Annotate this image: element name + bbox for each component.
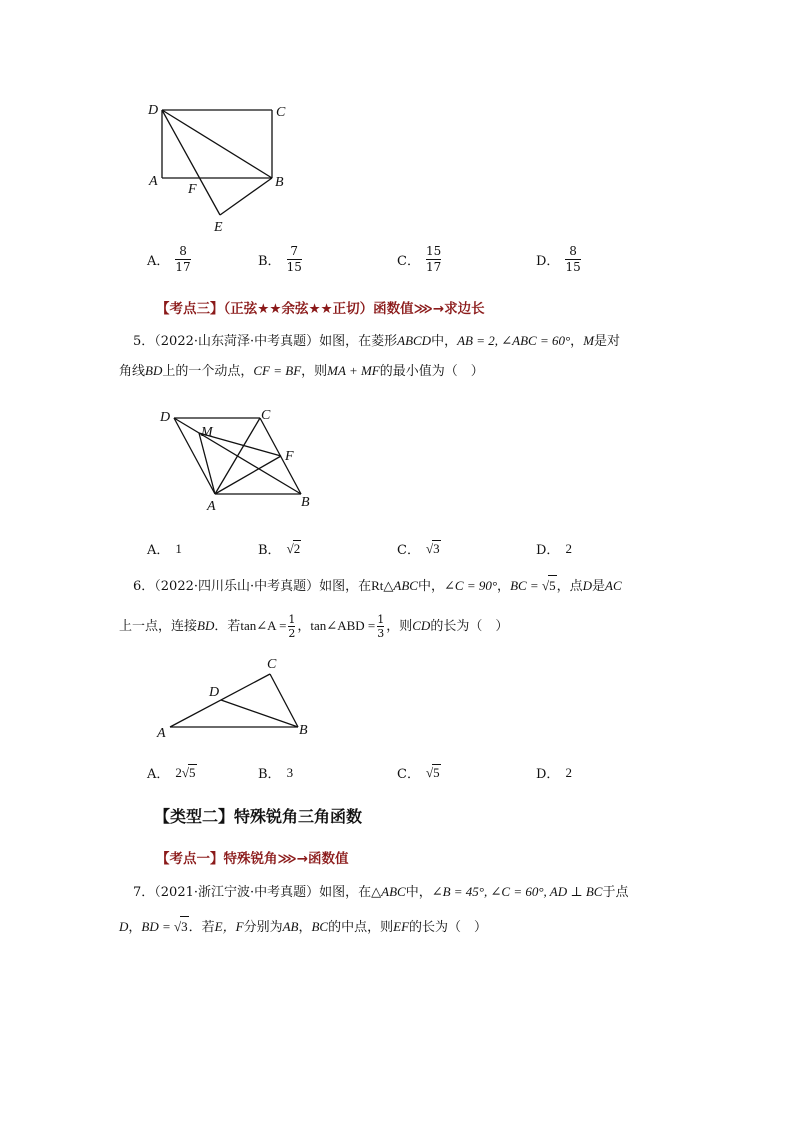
option-letter: A． (147, 767, 170, 782)
numerator: 1 (377, 613, 385, 626)
denominator: 3 (377, 627, 385, 640)
radicand: 5 (433, 765, 440, 780)
question-5-line-2 (119, 361, 484, 382)
math: tan∠A = (240, 618, 287, 633)
text: ， (297, 619, 311, 634)
math: BD = (141, 919, 175, 934)
fraction (565, 245, 580, 274)
text: 角线 (119, 364, 146, 379)
option-letter: A． (147, 543, 170, 558)
math: CD (412, 618, 431, 633)
q5-option-a[interactable] (147, 539, 182, 558)
option-letter: C． (397, 254, 420, 269)
text: 7．（2021·浙江宁波·中考真题）如图，在 (133, 885, 372, 900)
denominator: 15 (565, 260, 581, 274)
numerator: 1 (288, 613, 296, 626)
option-value: 3 (286, 764, 294, 780)
coefficient: 2 (175, 765, 182, 780)
fraction (287, 245, 302, 274)
q5-option-b[interactable] (258, 539, 301, 558)
label-f: F (188, 182, 197, 197)
math: △ABC (371, 884, 406, 899)
q4-option-b[interactable] (258, 245, 302, 274)
question-7-line-2 (119, 916, 487, 938)
sqrt-expression: √ 3 (425, 541, 440, 556)
label-c: C (276, 105, 286, 120)
q4-option-c[interactable] (397, 245, 441, 274)
math: BD (145, 363, 163, 378)
fraction (377, 614, 384, 639)
option-value (175, 764, 196, 781)
text: ， (298, 920, 312, 935)
numerator: 8 (569, 244, 577, 258)
option-value: 2 (565, 540, 572, 556)
math: tan∠ABD = (310, 618, 376, 633)
q4-option-a[interactable] (147, 245, 191, 274)
option-letter: B． (258, 254, 281, 269)
radicand: 5 (548, 575, 557, 596)
math: △ABC (383, 578, 418, 593)
text: 是 (592, 579, 606, 594)
question-6-line-2 (119, 614, 508, 639)
figure-q5 (155, 402, 325, 512)
math: ∠B = 45°, ∠C = 60°, AD ⊥ BC (431, 884, 603, 899)
text: 于点 (602, 885, 629, 900)
option-value: 1 (175, 540, 182, 556)
label-m: M (201, 425, 213, 440)
text: 6．（2022·四川乐山·中考真题）如图，在 (133, 579, 372, 594)
radicand: 3 (433, 541, 440, 556)
option-letter: B． (258, 767, 281, 782)
math: AB = 2, ∠ABC = 60° (457, 333, 571, 348)
label-b: B (299, 723, 308, 738)
radicand: 3 (180, 916, 189, 937)
figure-q6 (150, 652, 330, 742)
q5-option-d[interactable] (536, 539, 572, 558)
question-7-line-1 (133, 882, 629, 903)
question-5-line-1 (133, 331, 620, 352)
radicand: 5 (189, 765, 196, 780)
sqrt-expression: √ 5 (181, 765, 196, 780)
segment-eb (220, 178, 272, 215)
option-letter: B． (258, 543, 281, 558)
q6-option-b[interactable] (258, 763, 293, 782)
label-c: C (267, 657, 277, 672)
q6-option-a[interactable] (147, 763, 197, 782)
text: 中， (405, 885, 432, 900)
option-letter: C． (397, 543, 420, 558)
math: MA + MF (327, 363, 380, 378)
text: ．若 (188, 920, 215, 935)
text: ．若 (214, 619, 241, 634)
segment-ac (170, 674, 270, 727)
label-b: B (275, 175, 284, 190)
math: M (583, 333, 595, 348)
text: 中， (417, 579, 444, 594)
label-e: E (214, 220, 223, 235)
figure-q4 (140, 100, 300, 240)
math: BC (311, 919, 329, 934)
text: 分别为 (243, 920, 283, 935)
text: 的长为（ ） (430, 619, 509, 634)
text: ，则 (301, 364, 328, 379)
option-value: 2 (565, 764, 572, 780)
section-heading-kaodian-3: 【考点三】（正弦★★余弦★★正切）函数值⋙→求边长 (156, 301, 485, 317)
math: BD (197, 618, 215, 633)
math: BC = (510, 578, 542, 593)
denominator: 17 (175, 260, 191, 274)
q5-option-c[interactable] (397, 539, 441, 558)
math: CF = BF (253, 363, 302, 378)
math: E，F (214, 919, 244, 934)
text: ， (570, 334, 584, 349)
text: 5．（2022·山东菏泽·中考真题）如图，在菱形 (133, 334, 398, 349)
math: Rt (371, 578, 384, 593)
section-heading-kaodian-1: 【考点一】特殊锐角⋙→函数值 (156, 851, 349, 867)
math: ∠C = 90° (444, 578, 498, 593)
text: 的最小值为（ ） (379, 364, 484, 379)
fraction (288, 614, 295, 639)
sqrt-expression: √ 5 (425, 765, 440, 780)
text: ，则 (386, 619, 413, 634)
text: 的中点，则 (328, 920, 394, 935)
question-6-line-1 (133, 575, 622, 597)
label-b: B (301, 495, 310, 510)
text: 是对 (594, 334, 621, 349)
denominator: 2 (288, 627, 296, 640)
q4-option-d[interactable] (536, 245, 581, 274)
fraction (426, 245, 441, 274)
text: ， (497, 579, 511, 594)
denominator: 15 (286, 260, 302, 274)
text: ， (128, 920, 142, 935)
segment-db (162, 110, 272, 178)
radicand: 2 (293, 541, 301, 556)
q6-option-d[interactable] (536, 763, 572, 782)
option-letter: C． (397, 767, 420, 782)
text: 上的一个动点， (162, 364, 254, 379)
label-a: A (207, 499, 216, 514)
numerator: 15 (425, 244, 442, 258)
denominator: 17 (425, 260, 442, 274)
option-letter: D． (536, 254, 560, 269)
section-heading-type-2: 【类型二】特殊锐角三角函数 (154, 807, 363, 826)
option-letter: D． (536, 543, 560, 558)
label-d: D (160, 410, 171, 425)
text: 中， (431, 334, 458, 349)
math: D (119, 919, 129, 934)
math: EF (393, 919, 410, 934)
text: ，点 (556, 579, 583, 594)
label-d: D (148, 103, 159, 118)
segment-ac (215, 418, 260, 494)
math: AB (282, 919, 299, 934)
sqrt-expression: √ 3 (174, 916, 189, 937)
sqrt-expression: √ 5 (542, 575, 557, 596)
math: ABCD (397, 333, 432, 348)
label-d: D (209, 685, 220, 700)
segment-ma (199, 433, 215, 494)
option-letter: D． (536, 767, 560, 782)
option-letter: A． (147, 254, 170, 269)
numerator: 8 (179, 244, 187, 258)
label-a: A (149, 174, 158, 189)
math: AC (605, 578, 622, 593)
sqrt-expression: √ 2 (286, 541, 301, 556)
q6-option-c[interactable] (397, 763, 441, 782)
text: 上一点，连接 (119, 619, 198, 634)
label-c: C (261, 408, 271, 423)
math: D (582, 578, 592, 593)
numerator: 7 (290, 244, 299, 258)
segment-de (162, 110, 220, 215)
fraction (175, 245, 190, 274)
text: 的长为（ ） (409, 920, 488, 935)
label-a: A (157, 726, 166, 741)
label-f: F (285, 449, 294, 464)
